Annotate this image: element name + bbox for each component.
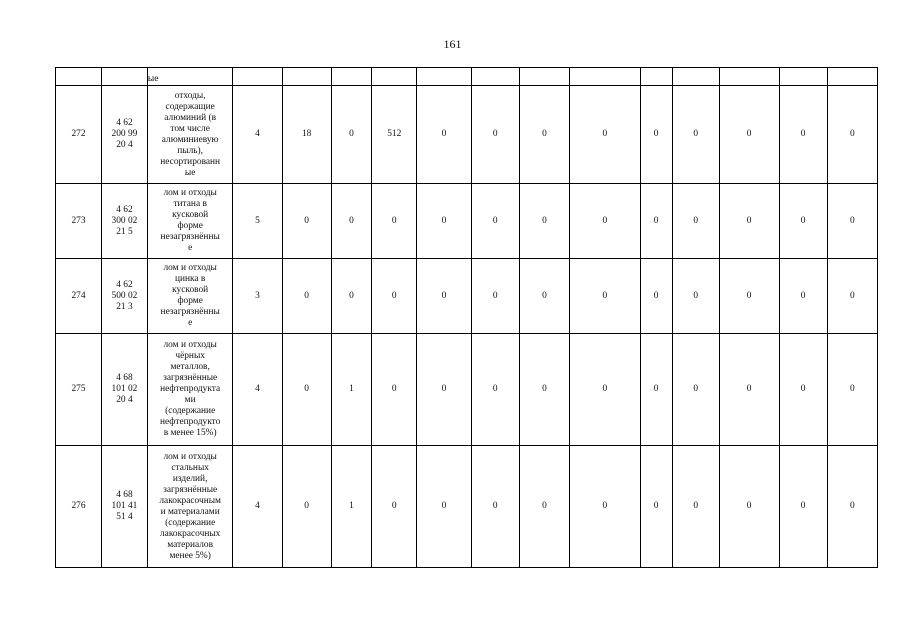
waste-name-line: чёрных — [175, 351, 205, 361]
value-cell: 0 — [417, 184, 472, 259]
waste-name-line: стальных — [171, 462, 209, 473]
value-cell: 0 — [570, 446, 641, 568]
value-cell: 0 — [827, 334, 877, 446]
waste-code-line: 500 02 — [111, 290, 138, 301]
waste-code-cell — [101, 446, 147, 568]
row-number-cell: 274 — [56, 259, 102, 334]
value-cell: 0 — [372, 184, 417, 259]
waste-name-line: материалов — [167, 539, 214, 550]
value-cell: 0 — [471, 86, 519, 184]
value-cell: 4 — [233, 86, 282, 184]
waste-name-line: нефтепродукта — [160, 384, 221, 394]
value-cell: 0 — [471, 334, 519, 446]
value-cell: 0 — [519, 184, 569, 259]
value-cell: 0 — [570, 259, 641, 334]
value-cell: 0 — [570, 184, 641, 259]
table-row-continued — [56, 68, 878, 86]
waste-name-cell — [147, 184, 233, 259]
value-cell: 4 — [233, 334, 282, 446]
waste-name-line: менее 5%) — [169, 550, 211, 561]
value-cell: 3 — [233, 259, 282, 334]
waste-name-line: содержащие — [165, 101, 215, 112]
waste-code-cell — [101, 86, 147, 184]
waste-name-line: отходы, — [174, 90, 206, 101]
waste-name-line: незагрязнённы — [160, 232, 220, 242]
waste-name-line: лакокрасочных — [159, 528, 221, 539]
waste-name-cell — [147, 259, 233, 334]
value-cell: 1 — [331, 446, 372, 568]
waste-name-line: форме — [177, 221, 203, 231]
value-cell: 0 — [519, 259, 569, 334]
value-cell: 0 — [640, 334, 672, 446]
row-number-cell: 275 — [56, 334, 102, 446]
waste-name-line: и материалами — [160, 506, 220, 517]
value-cell: 0 — [640, 446, 672, 568]
waste-name-line: титана в — [173, 199, 207, 209]
value-cell: 0 — [372, 259, 417, 334]
waste-name-line: алюминий (в — [164, 112, 216, 123]
waste-name-line: несортированн — [160, 156, 221, 167]
waste-name-line: загрязнённые — [163, 484, 218, 495]
waste-name-line: кусковой — [172, 285, 209, 295]
waste-name-line: форме — [177, 296, 203, 306]
value-cell: 0 — [519, 86, 569, 184]
waste-table — [55, 67, 878, 568]
waste-name-line: лом и отходы — [163, 340, 217, 350]
table-row — [56, 334, 878, 446]
value-cell: 0 — [570, 86, 641, 184]
value-cell: 0 — [672, 86, 719, 184]
waste-code-line: 20 4 — [116, 140, 133, 150]
waste-name-line: пыль), — [177, 145, 204, 156]
waste-name-cell — [147, 334, 233, 446]
waste-name-line: лакокрасочным — [159, 495, 221, 506]
waste-code-line: 4 68 — [116, 490, 133, 500]
value-cell: 512 — [372, 86, 417, 184]
waste-name-line: нефтепродукто — [160, 417, 221, 427]
value-cell: 1 — [331, 334, 372, 446]
value-cell: 0 — [282, 334, 331, 446]
value-cell: 0 — [827, 259, 877, 334]
waste-name-line: алюминиевую — [161, 134, 219, 145]
value-cell: 0 — [282, 446, 331, 568]
waste-name-line: лом и отходы — [163, 263, 217, 273]
value-cell: 0 — [719, 259, 779, 334]
value-cell: 0 — [519, 334, 569, 446]
value-cell: 5 — [233, 184, 282, 259]
value-cell: 0 — [417, 446, 472, 568]
waste-code-line: 20 4 — [116, 395, 133, 405]
value-cell: 0 — [672, 334, 719, 446]
waste-code-line: 101 41 — [111, 501, 138, 511]
value-cell: 0 — [640, 86, 672, 184]
value-cell: 0 — [471, 259, 519, 334]
value-cell: 18 — [282, 86, 331, 184]
value-cell: 0 — [417, 259, 472, 334]
value-cell: 0 — [827, 446, 877, 568]
value-cell: 0 — [719, 184, 779, 259]
waste-code-line: 4 68 — [116, 373, 133, 383]
value-cell: 0 — [372, 334, 417, 446]
waste-code-line: 4 62 — [116, 118, 133, 128]
value-cell: 0 — [779, 184, 827, 259]
value-cell: 0 — [640, 259, 672, 334]
value-cell: 0 — [779, 446, 827, 568]
value-cell: 0 — [417, 334, 472, 446]
waste-name-line: ми — [184, 395, 196, 405]
value-cell: 0 — [282, 184, 331, 259]
value-cell: 0 — [779, 259, 827, 334]
waste-code-line: 101 02 — [111, 384, 138, 394]
value-cell: 0 — [672, 259, 719, 334]
value-cell: 0 — [331, 86, 372, 184]
waste-name-line: е — [188, 243, 193, 253]
waste-name-line: в менее 15%) — [163, 428, 217, 438]
table-row — [56, 259, 878, 334]
value-cell: 0 — [672, 184, 719, 259]
row-number-cell: 276 — [56, 446, 102, 568]
waste-name-line: ые — [184, 167, 196, 178]
value-cell: 0 — [640, 184, 672, 259]
waste-name-line: лом и отходы — [163, 451, 217, 462]
waste-code-cell — [101, 334, 147, 446]
waste-name-cell — [147, 446, 233, 568]
waste-code-line: 4 62 — [116, 279, 133, 290]
value-cell: 0 — [779, 86, 827, 184]
waste-name-cell — [147, 86, 233, 184]
value-cell: 0 — [331, 259, 372, 334]
row-number-cell: 272 — [56, 86, 102, 184]
value-cell: 0 — [471, 184, 519, 259]
waste-name-line: незагрязнённы — [160, 307, 220, 317]
waste-code-line: 300 02 — [111, 215, 138, 226]
waste-code-line: 21 3 — [116, 301, 133, 312]
value-cell: 0 — [519, 446, 569, 568]
value-cell: 0 — [417, 86, 472, 184]
value-cell: 0 — [827, 184, 877, 259]
waste-code-line: 51 4 — [116, 512, 133, 522]
table-row — [56, 446, 878, 568]
waste-name-line: е — [188, 318, 193, 328]
waste-name-line: металлов, — [170, 362, 210, 372]
waste-name-line: том числе — [170, 123, 210, 134]
value-cell: 0 — [282, 259, 331, 334]
value-cell: 0 — [719, 86, 779, 184]
waste-code-cell — [101, 259, 147, 334]
waste-name-line: кусковой — [172, 210, 209, 220]
row-number-cell: 273 — [56, 184, 102, 259]
value-cell: 0 — [719, 446, 779, 568]
page-number: 161 — [443, 37, 462, 51]
waste-name-line: загрязнённые — [163, 373, 218, 383]
table-row — [56, 86, 878, 184]
value-cell: 0 — [719, 334, 779, 446]
table-row — [56, 184, 878, 259]
waste-name-line: (содержание — [165, 406, 216, 416]
waste-name-line: изделий, — [172, 473, 208, 484]
value-cell: 0 — [672, 446, 719, 568]
value-cell: 0 — [570, 334, 641, 446]
waste-code-cell — [101, 184, 147, 259]
waste-code-line: 200 99 — [111, 129, 138, 139]
value-cell: 0 — [827, 86, 877, 184]
waste-code-line: 21 5 — [116, 226, 133, 237]
value-cell: 4 — [233, 446, 282, 568]
value-cell: 0 — [331, 184, 372, 259]
value-cell: 0 — [471, 446, 519, 568]
waste-name-line: цинка в — [174, 274, 206, 284]
name-cell-fragment: ые — [147, 68, 233, 86]
value-cell: 0 — [372, 446, 417, 568]
value-cell: 0 — [779, 334, 827, 446]
waste-code-line: 4 62 — [116, 204, 133, 215]
waste-name-line: (содержание — [165, 517, 216, 528]
waste-name-line: лом и отходы — [163, 188, 217, 198]
